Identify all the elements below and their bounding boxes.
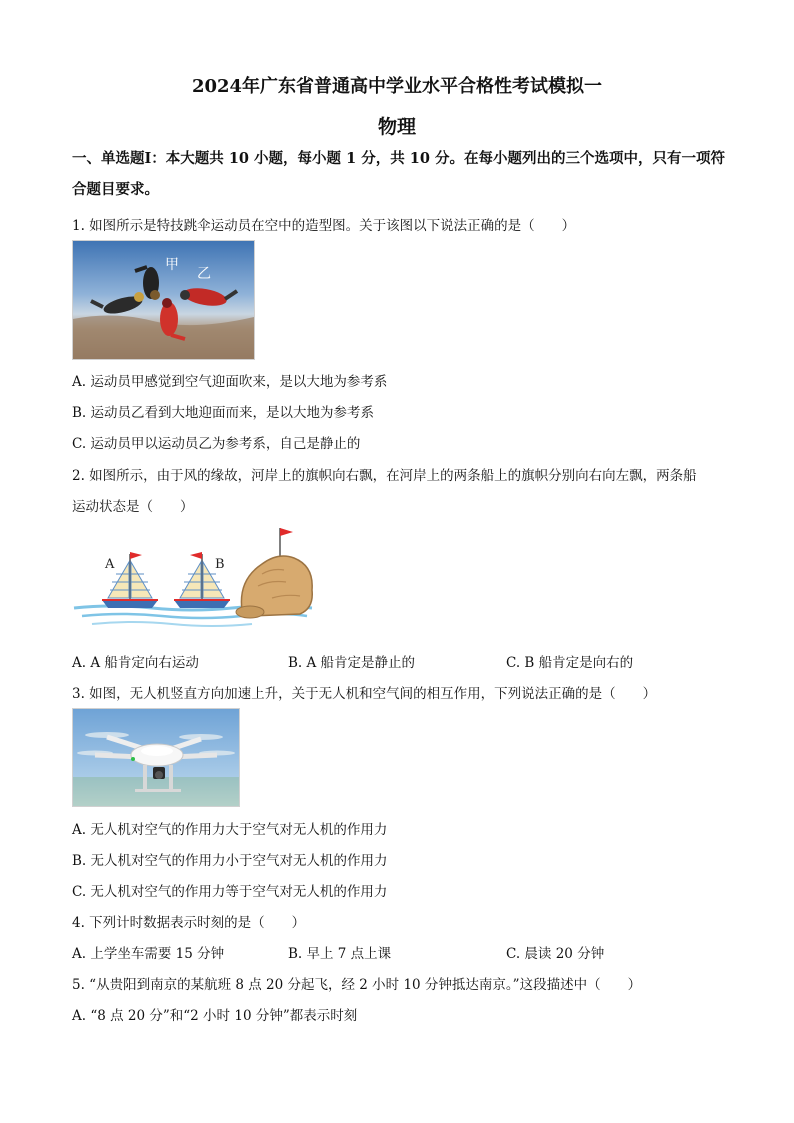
q4-option-c: C. 晨读 20 分钟 [506, 946, 605, 962]
q5-stem: 5. “从贵阳到南京的某航班 8 点 20 分起飞，经 2 小时 10 分钟抵达南京。”这段描述中（ ） [72, 977, 642, 993]
flag-shore-icon [280, 528, 293, 536]
q2-option-b: B. A 船肯定是静止的 [288, 655, 416, 671]
q5-option-a: A. “8 点 20 分”和“2 小时 10 分钟”都表示时刻 [72, 1008, 358, 1024]
q2-boats-figure [72, 524, 317, 634]
flag-a-icon [130, 552, 142, 559]
flag-b-icon [190, 552, 202, 559]
shore-rocks [236, 528, 312, 618]
q3-option-c: C. 无人机对空气的作用力等于空气对无人机的作用力 [72, 884, 388, 900]
q1-option-b: B. 运动员乙看到大地迎面而来，是以大地为参考系 [72, 405, 375, 421]
q2-stem-line2: 运动状态是（ ） [72, 499, 194, 515]
q1-option-c: C. 运动员甲以运动员乙为参考系，自己是静止的 [72, 436, 361, 452]
section-heading: 一、单选题Ⅰ：本大题共 10 小题，每小题 1 分，共 10 分。在每小题列出的三个选项中，只有一项符合题目要求。 [72, 150, 726, 198]
q2-option-a: A. A 船肯定向右运动 [72, 655, 199, 671]
q1-skydivers-figure [72, 240, 255, 360]
label-jia: 甲 [165, 257, 179, 273]
subject-title: 物理 [377, 116, 416, 138]
label-a: A [105, 557, 115, 572]
q1-option-a: A. 运动员甲感觉到空气迎面吹来，是以大地为参考系 [72, 374, 388, 390]
q4-option-a: A. 上学坐车需要 15 分钟 [72, 946, 225, 962]
q4-stem: 4. 下列计时数据表示时刻的是（ ） [72, 915, 306, 931]
q1-stem: 1. 如图所示是特技跳伞运动员在空中的造型图。关于该图以下说法正确的是（ ） [72, 218, 576, 234]
skydivers-image [73, 241, 254, 359]
label-b: B [215, 557, 225, 572]
q3-option-a: A. 无人机对空气的作用力大于空气对无人机的作用力 [72, 822, 388, 838]
drone-image [73, 709, 239, 806]
q2-option-c: C. B 船肯定是向右的 [506, 655, 634, 671]
q3-option-b: B. 无人机对空气的作用力小于空气对无人机的作用力 [72, 853, 388, 869]
q3-drone-figure [72, 708, 240, 807]
exam-title: 2024年广东省普通高中学业水平合格性考试模拟一 [191, 76, 603, 97]
q2-stem-line1: 2. 如图所示，由于风的缘故，河岸上的旗帜向右飘，在河岸上的两条船上的旗帜分别向右向左飘，两条船 [72, 468, 697, 484]
boats-image [72, 524, 317, 634]
q3-stem: 3. 如图，无人机竖直方向加速上升，关于无人机和空气间的相互作用，下列说法正确的是（ ） [72, 686, 657, 702]
q4-option-b: B. 早上 7 点上课 [288, 946, 392, 962]
label-yi: 乙 [197, 266, 211, 282]
